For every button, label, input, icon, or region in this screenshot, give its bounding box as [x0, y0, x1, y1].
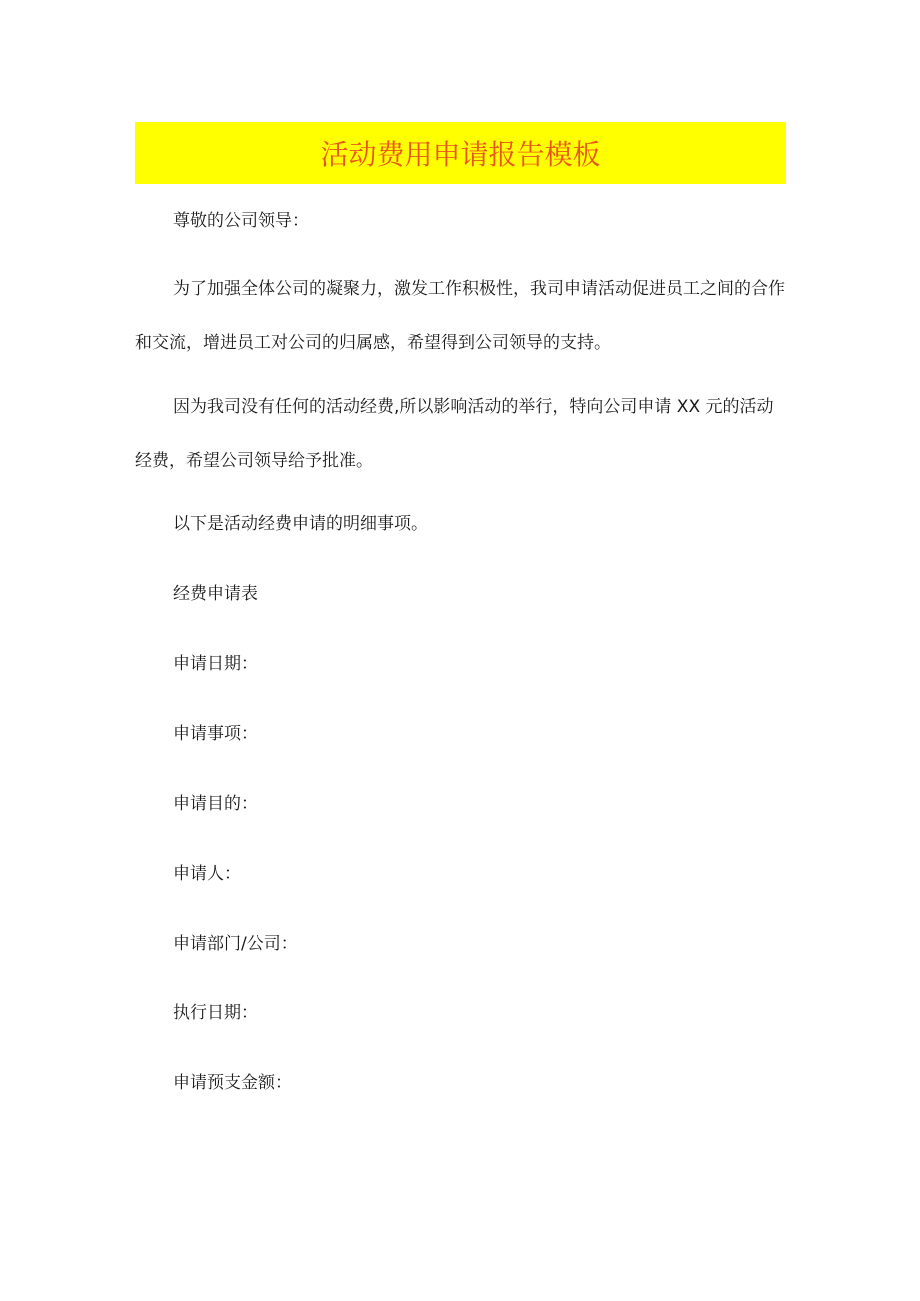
field-application-item: 申请事项：: [173, 724, 258, 744]
title-banner: [135, 122, 786, 184]
document-title: 活动费用申请报告模板: [320, 138, 601, 171]
paragraph-details-intro: 以下是活动经费申请的明细事项。: [173, 514, 428, 534]
field-advance-amount: 申请预支金额：: [173, 1073, 292, 1093]
field-execution-date: 执行日期：: [173, 1003, 258, 1023]
field-department-company: 申请部门/公司：: [173, 934, 298, 954]
paragraph-funding-request: 因为我司没有任何的活动经费,所以影响活动的举行，特向公司申请 XX 元的活动经费，希望公司领导给予批准。: [135, 397, 774, 471]
salutation: 尊敬的公司领导：: [173, 211, 309, 231]
paragraph-purpose: 为了加强全体公司的凝聚力，激发工作积极性，我司申请活动促进员工之间的合作和交流，增进员工对公司的归属感，希望得到公司领导的支持。: [135, 279, 785, 353]
field-application-date: 申请日期：: [173, 654, 258, 674]
field-application-purpose: 申请目的：: [173, 794, 258, 814]
form-heading: 经费申请表: [173, 584, 258, 604]
field-applicant: 申请人：: [173, 864, 241, 884]
